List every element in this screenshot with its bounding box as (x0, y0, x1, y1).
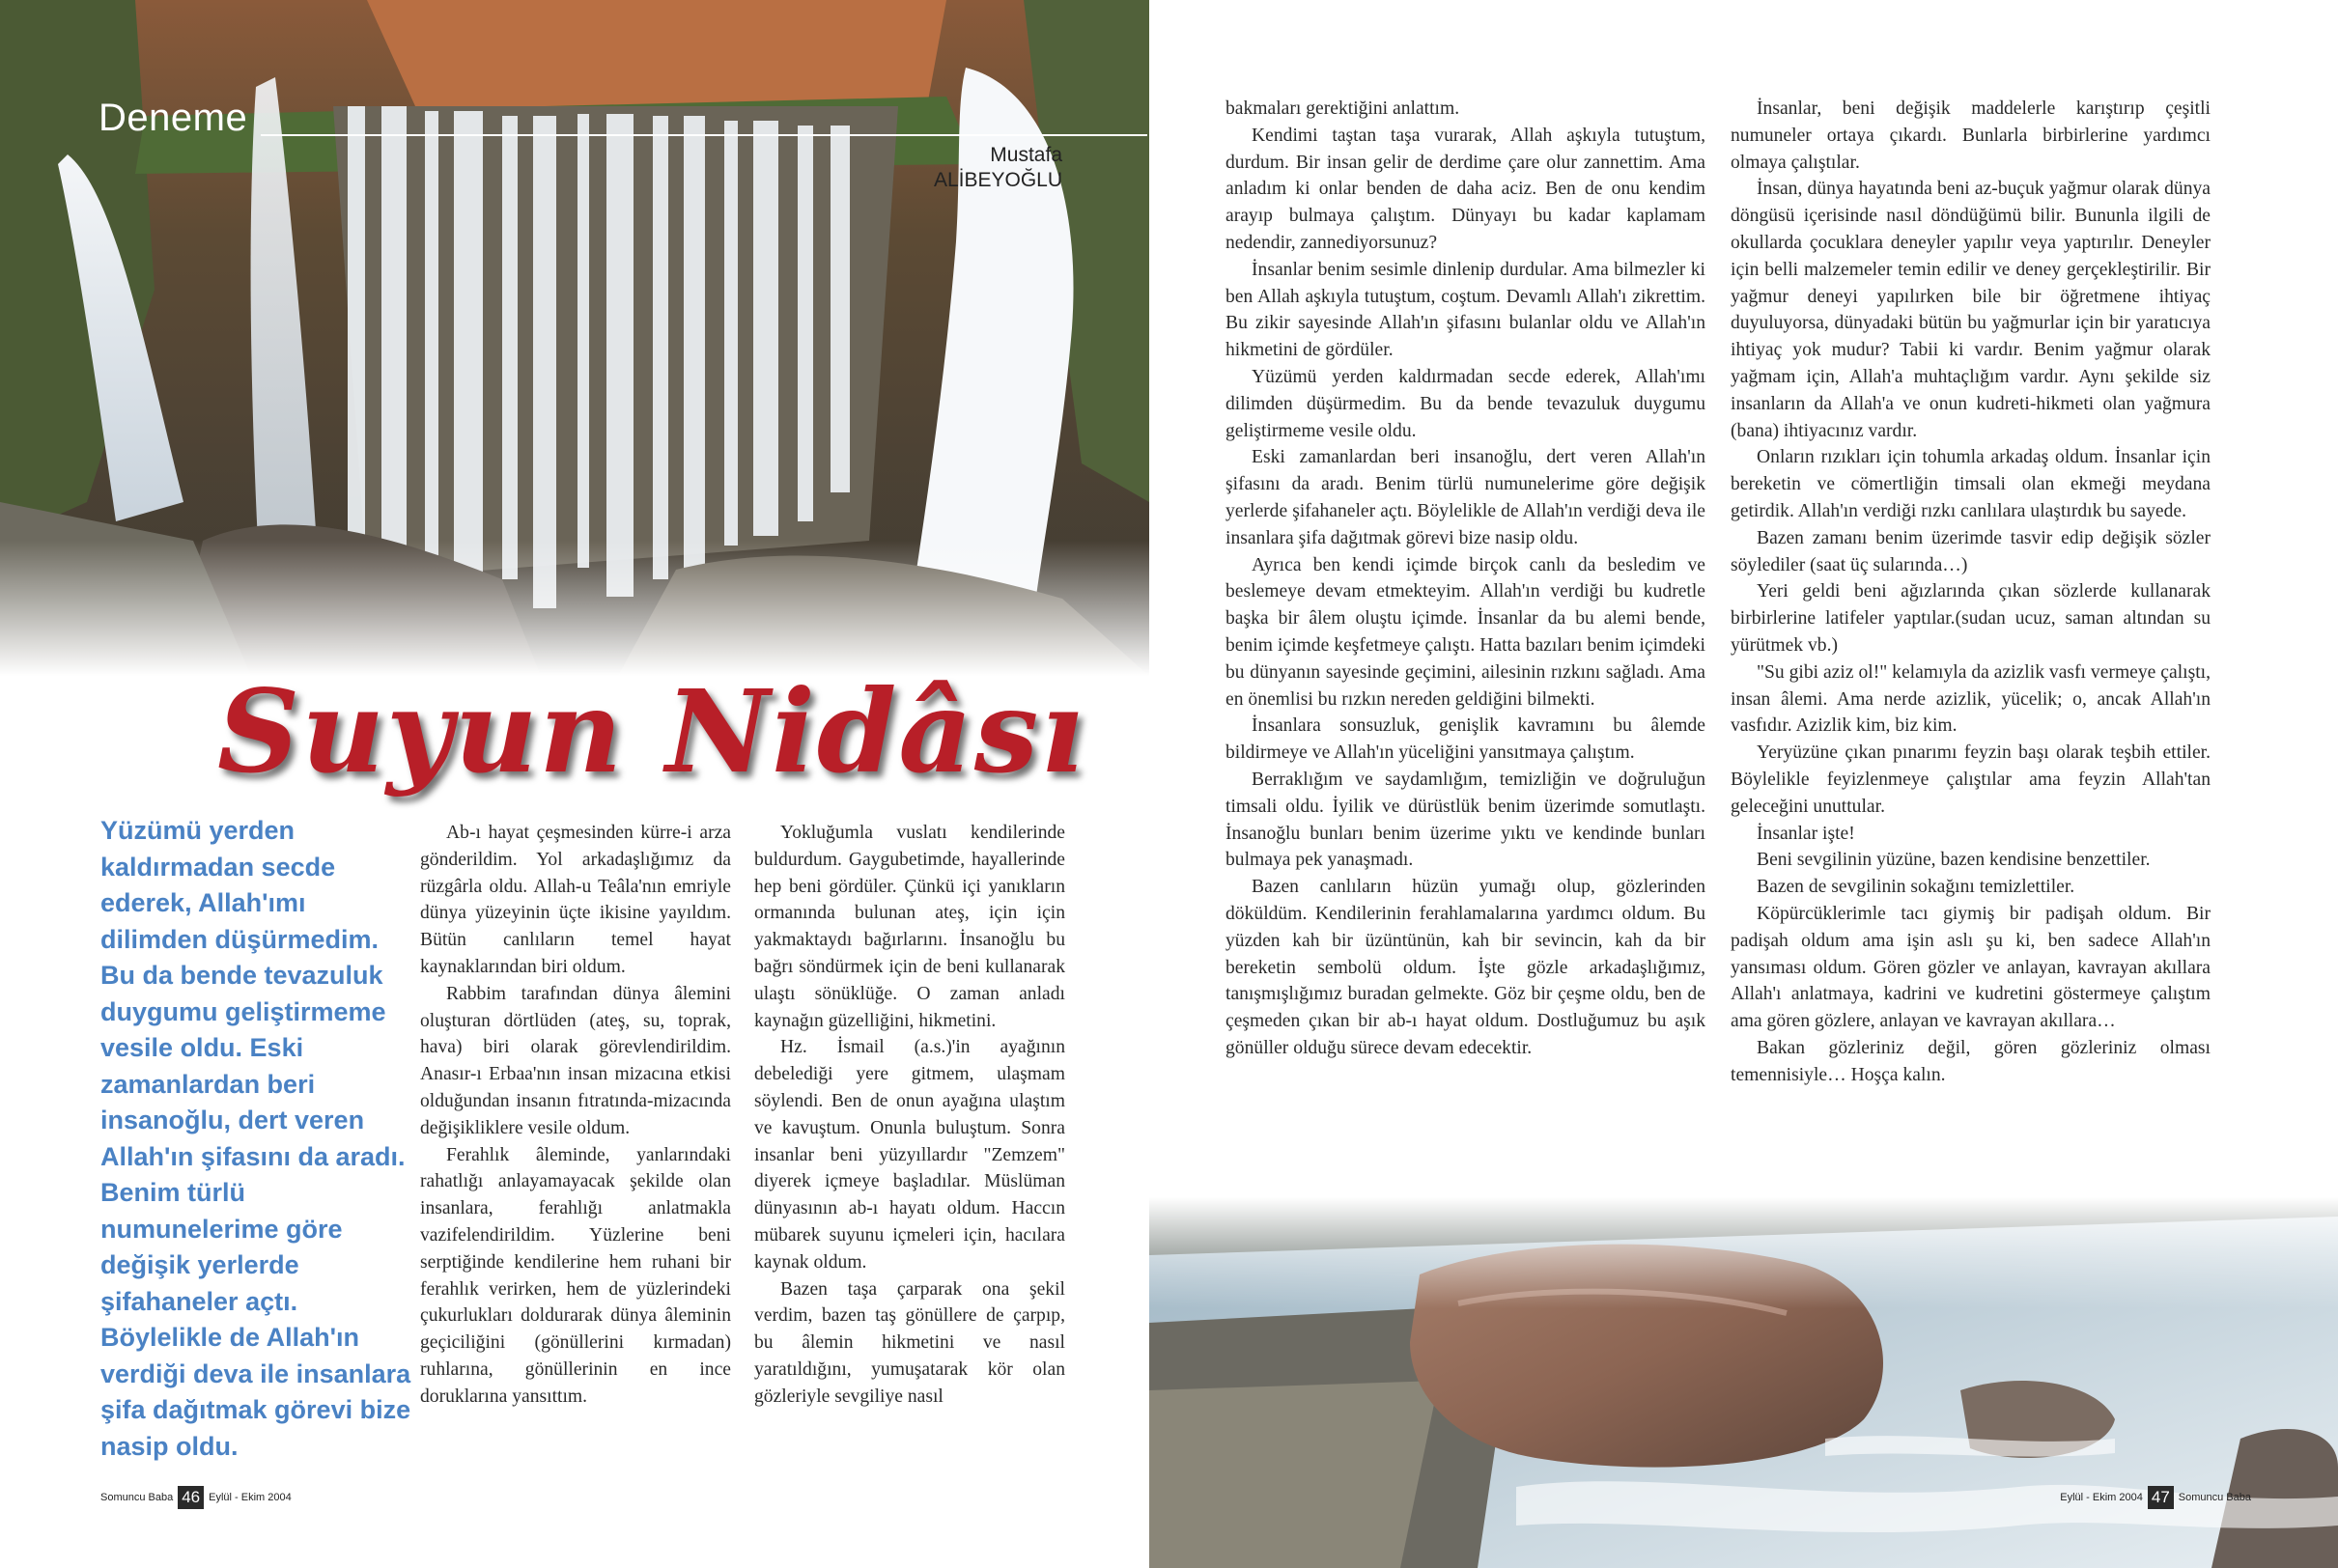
paragraph: Rabbim tarafından dünya âlemini oluşturan dörtlüden (ateş, su, toprak, hava) biri olarak görevlendirildim. Anasır-ı Erbaa'nın insan mizacına etkisi olduğundan insanın fıtratında-mizacında değişikliklere vesile oldum. (420, 983, 731, 1138)
paragraph: Bazen de sevgilinin sokağını temizlettiler. (1757, 877, 2075, 898)
river-rock-photo (1149, 1197, 2338, 1568)
paragraph: Ayrıca ben kendi içimde birçok canlı da besledim ve beslemeye devam etmekteyim. Allah'ın verdiği bu kudretle başka bir âlem oluştu içimde. İnsanlar da bu alemi bende, benim içimde keşfetmeye çalıştı. Hatta bazıları benim içimdeki bu dünyanın sayesinde geçimini, ailesinin rızkını sağladı. Ama en önemlisi bu rızkın nereden geldiğini bilmekti. (1225, 554, 1705, 710)
paragraph: İnsan, dünya hayatında beni az-buçuk yağmur olarak dünya döngüsü içerisinde nasıl döndüğümü bilir. Bununla ilgili de okullarda çocuklara deneyler yapılır veya yaptırılır. Deneyler için belli malzemeler temin edilir ve deney gerçekleştirilir. Bir yağmur deneyi yapılırken bile bir öğretmene ihtiyaç duyuluyorsa, dünyadaki bütün bu yağmurlar için bir yaratıcıya ihtiyaç yok mudur? Tabii ki vardır. Benim yağmur olarak yağmam için, Allah'a muhtaçlığım vardır. Aynı şekilde siz insanların da Allah'a ve onun kudreti-hikmeti olan yağmura (bana) ihtiyacınız vardır. (1731, 179, 2211, 441)
section-label: Deneme (99, 97, 248, 139)
left-page (0, 0, 1149, 1568)
page-number: 47 (2148, 1486, 2174, 1509)
page-number: 46 (178, 1486, 204, 1509)
paragraph: bakmaları gerektiğini anlattım. (1225, 98, 1460, 119)
paragraph: Yokluğumla vuslatı kendilerinde buldurdum. Gaygubetimde, hayallerinde hep beni gördüler. Çünkü içi yanıkların ormanında bulunan ateş, için için yakmaktaydı bağırlarını. İnsanoğlu bu bağrı söndürmek için de beni kullanarak ulaştı sönüklüğe. O zaman anladı kaynağın güzelliğini, hikmetini. (754, 823, 1065, 1031)
paragraph: Bazen zamanı benim üzerimde tasvir edip değişik sözler söylediler (saat üç sularında…) (1731, 527, 2211, 575)
paragraph: Yeri geldi beni ağızlarında çıkan sözlerde kullanarak birbirlerine latifeler yaptılar.(sudan ucuz, saman altından su yürütmek vb.) (1731, 581, 2211, 656)
paragraph: Kendimi taştan taşa vurarak, Allah aşkıyla tutuştum, durdum. Bir insan gelir de derdime çare olur zannettim. Ama anladım ki onlar benden de daha aciz. Ben de onu kendim arayıp bulmaya çalıştım. Dünyayı bu kadar kaplamam nedendir, zannediyorsunuz? (1225, 125, 1705, 253)
footer-left (100, 1486, 292, 1509)
footer-right (2060, 1486, 2251, 1509)
paragraph: Onların rızıkları için tohumla arkadaş oldum. İnsanlar için bereketin ve cömertliğin timsali olan ekmeği meydana getirdik. Allah'ın verdiği rızkı canlılara ulaştırdık bu sayede. (1731, 447, 2211, 521)
paragraph: Bakan gözleriniz değil, gören gözleriniz olması temennisiyle… Hoşça kalın. (1731, 1037, 2211, 1085)
author-last-name: ALİBEYOĞLU (933, 169, 1062, 191)
paragraph: Eski zamanlardan beri insanoğlu, dert veren Allah'ın şifasını da aradı. Benim türlü numunelerime göre değişik yerlerde şifahaneler açtı. Böylelikle de Allah'ın verdiği deva ile insanlara şifa dağıtmak görevi bize nasip oldu. (1225, 447, 1705, 548)
paragraph: İnsanlar işte! (1757, 823, 1855, 844)
text-column-4 (1731, 96, 2211, 1088)
paragraph: İnsanlar benim sesimle dinlenip durdular. Ama bilmezler ki ben Allah aşkıyla tutuştum, coştum. Devamlı Allah'ı zikrettim. Bu zikir sayesinde Allah'ın şifasını bulanlar oldu ve Allah'ın hikmetini de gördüler. (1225, 259, 1705, 361)
paragraph: İnsanlar, beni değişik maddelerle karıştırıp çeşitli numuneler ortaya çıkardı. Bunlarla birbirlerine yardımcı olmaya çalıştılar. (1731, 98, 2211, 173)
text-column-1 (420, 820, 731, 1411)
author-byline (934, 143, 1062, 193)
magazine-name: Somuncu Baba (100, 1492, 174, 1503)
magazine-name: Somuncu Baba (2178, 1492, 2251, 1503)
paragraph: Berraklığım ve saydamlığım, temizliğin ve doğruluğun timsali oldu. İyilik ve dürüstlük benim üzerimde somutlaştı. İnsanoğlu bunları benim üzerime yıktı ve kendinde bunları bulmaya pek yanaşmadı. (1225, 769, 1705, 871)
paragraph: "Su gibi aziz ol!" kelamıyla da azizlik vasfı vermeye çalıştı, insan âlemi. Ama nerde azizlik, yücelik; o, ancak Allah'ın vasfıdır. Azizlik kim, biz kim. (1731, 661, 2211, 737)
issue-date: Eylül - Ekim 2004 (2060, 1492, 2143, 1503)
section-rule (261, 134, 1147, 136)
paragraph: Ab-ı hayat çeşmesinden kürre-i arza gönderildim. Yol arkadaşlığımız da rüzgârla oldu. Allah-u Teâla'nın emriyle dünya yüzeyinin üçte ikisine yayıldım. Bütün canlıların temel hayat kaynaklarından biri oldum. (420, 823, 731, 977)
paragraph: Bazen taşa çarparak ona şekil verdim, bazen taş gönüllere de çarpıp, bu âlemin hikmetini ve nasıl yaratıldığını, yumuşatarak kör olan gözleriyle sevgiliye nasıl (754, 1278, 1065, 1407)
paragraph: Yüzümü yerden kaldırmadan secde ederek, Allah'ımı dilimden düşürmedim. Bu da bende tevazuluk duygumu geliştirmeme vesile oldu. (1225, 366, 1705, 441)
issue-date: Eylül - Ekim 2004 (209, 1492, 292, 1503)
paragraph: Hz. İsmail (a.s.)'in ayağının debelediği yere gitmem, ulaşmam söylendi. Ben de onun ayağına ulaştım ve kavuştum. Onunla buluştum. Sonra insanlar beni yüzyıllardır "Zemzem" diyerek içmeye başladılar. Müslüman dünyasının ab-ı hayatı oldum. Haccın mübarek suyunu içmeleri için, hacılara kaynak oldum. (754, 1037, 1065, 1273)
paragraph: İnsanlara sonsuzluk, genişlik kavramını bu âlemde bildirmeye ve Allah'ın yüceliğini yansıtmaya çalıştım. (1225, 715, 1705, 764)
paragraph: Bazen canlıların hüzün yumağı olup, gözlerinden döküldüm. Kendilerinin ferahlamalarına yardımcı oldum. Bu yüzden kah bir üzüntünün, kah bir sevincin, kah da bir bereketin sembolü oldum. İşte gözle arkadaşlığımız, tanışmışlığımız buradan gelmekte. Göz bir çeşme oldu, ben de çeşmeden çıkan bir ab-ı hayat oldum. Dostluğumuz bu aşık gönüller olduğu sürece devam edecektir. (1225, 877, 1705, 1058)
author-first-name: Mustafa (990, 144, 1062, 166)
article-title: Suyun Nidâsı (217, 664, 1086, 798)
pull-quote: Yüzümü yerden kaldırmadan secde ederek, Allah'ımı dilimden düşürmedim. Bu da bende tevazuluk duygumu geliştirmeme vesile oldu. Eski zamanlardan beri insanoğlu, dert veren Allah'ın şifasını da aradı. Benim türlü numunelerime göre değişik yerlerde şifahaneler açtı. Böylelikle de Allah'ın verdiği deva ile insanlara şifa dağıtmak görevi bize nasip oldu. (100, 816, 411, 1461)
text-column-2 (754, 820, 1065, 1411)
right-page (1149, 0, 2338, 1568)
paragraph: Yeryüzüne çıkan pınarımı feyzin başı olarak teşbih ettiler. Böylelikle feyizlenmeye çalıştılar ama feyzin Allah'tan geleceğini unuttular. (1731, 742, 2211, 817)
paragraph: Ferahlık âleminde, yanlarındaki rahatlığı anlayamayacak şekilde olan insanlara, ferahlığı anlatmakla vazifelendirildim. Yüzlerine beni serptiğinde kendilerine hem ruhani bir ferahlık verirken, hem de yüzlerindeki çukurlukları doldurarak dünya âleminin geçiciliğini (gönüllerini kırmadan) ruhlarına, gönüllerinin en ince doruklarına yansıttım. (420, 1144, 731, 1407)
paragraph: Beni sevgilinin yüzüne, bazen kendisine benzettiler. (1757, 850, 2151, 871)
paragraph: Köpürcüklerimle tacı giymiş bir padişah oldum. Bir padişah oldum ama işin aslı şu ki, ben sadece Allah'ın yansıması oldum. Gören gözler ve anlayan, kavrayan akıllara Allah'ı anlatmaya, kadrini ve kudretini göstermeye çalıştım ama gören gözlere, anlayan ve kavrayan akıllara… (1731, 903, 2211, 1032)
text-column-3 (1225, 96, 1705, 1062)
